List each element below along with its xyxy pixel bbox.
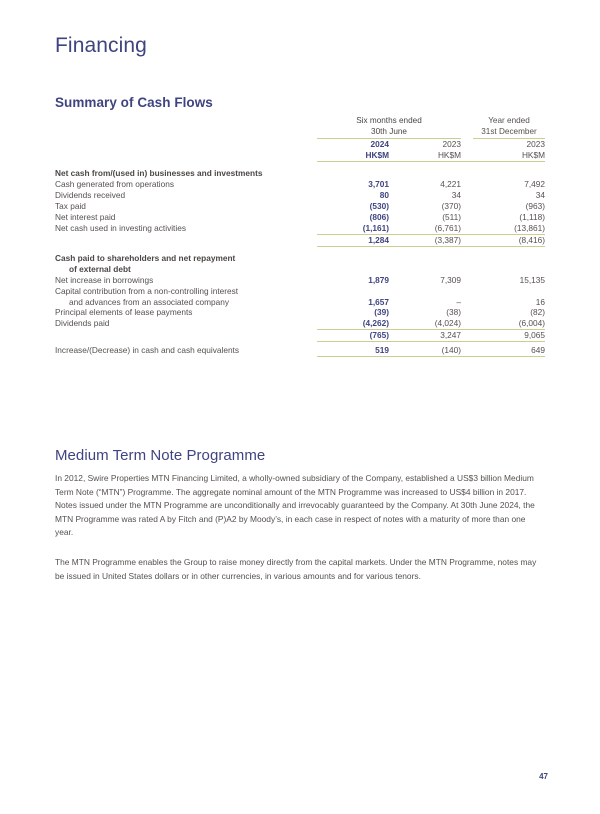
cell-2024: (765) <box>369 330 389 341</box>
cell-2024: (530) <box>369 201 389 211</box>
row-label: Principal elements of lease payments <box>55 307 193 318</box>
table-row <box>55 168 545 179</box>
table-row-grand-total <box>55 345 545 356</box>
row-label: Net interest paid <box>55 211 116 222</box>
cell-2023-half: (38) <box>446 307 461 318</box>
section-title-cash-flows: Summary of Cash Flows <box>55 95 213 110</box>
row-label: Dividends paid <box>55 318 110 329</box>
cell-2024: 1,284 <box>368 234 389 245</box>
row-label: Capital contribution from a non-controlling interest and advances from an associated company <box>55 285 239 307</box>
cell-2023-half: (511) <box>442 211 461 222</box>
header-group-year-ended: Year ended 31st December <box>481 116 537 136</box>
cell-2024: 1,879 <box>368 274 389 285</box>
header-col-2024: 2024 HK$M <box>365 138 389 160</box>
cell-2023-year: 649 <box>531 345 545 356</box>
table-row <box>55 318 545 329</box>
table-header-years-row <box>55 139 545 161</box>
header-group-six-months: Six months ended 30th June <box>356 116 422 136</box>
cash-flows-table <box>55 116 545 357</box>
grand-total-bottom-rule <box>317 356 545 357</box>
cell-2023-year: 7,492 <box>524 179 545 190</box>
page-title: Financing <box>55 34 147 57</box>
mtn-paragraph-2: The MTN Programme enables the Group to raise money directly from the capital markets. Under the MTN Programme, notes may be issued in United States dollars or in other currencies, in various amounts and for various tenors. <box>55 557 537 581</box>
cell-2023-half: (140) <box>441 345 461 356</box>
table-row <box>55 307 545 318</box>
page-number: 47 <box>539 772 548 781</box>
cell-2023-year: (8,416) <box>518 234 545 245</box>
cell-2023-half: 4,221 <box>440 179 461 190</box>
cell-2024: 3,701 <box>368 179 389 190</box>
cell-2023-half: (370) <box>441 201 461 211</box>
table-row <box>55 223 545 234</box>
cell-2023-half: (6,761) <box>434 222 461 233</box>
section-title-mtn: Medium Term Note Programme <box>55 447 266 464</box>
row-label: Cash generated from operations <box>55 179 174 190</box>
table-row <box>55 179 545 190</box>
cell-2023-half: 3,247 <box>440 330 461 341</box>
table-row-total <box>55 235 545 246</box>
section-2-total-label <box>55 330 317 341</box>
cell-2023-half: 7,309 <box>440 274 461 285</box>
cell-2023-half: (4,024) <box>434 318 461 329</box>
section-1-heading: Net cash from/(used in) businesses and investments <box>55 168 263 179</box>
cell-2023-year: 15,135 <box>519 274 545 285</box>
header-col-2023-half: 2023 HK$M <box>437 138 461 160</box>
cell-2024: 519 <box>375 345 389 356</box>
cell-2024: 1,657 <box>368 296 389 307</box>
table-row <box>55 201 545 212</box>
table-header-group-row <box>55 116 545 138</box>
cell-2023-year: (13,861) <box>514 222 545 233</box>
row-label: Tax paid <box>55 201 86 211</box>
table-row <box>55 212 545 223</box>
cell-2023-half: – <box>456 296 461 307</box>
grand-total-label: Increase/(Decrease) in cash and cash equivalents <box>55 345 240 356</box>
grand-total-bottom-rule-row <box>55 356 545 357</box>
cell-2024: (1,161) <box>362 222 389 233</box>
cell-2023-year: (1,118) <box>519 211 545 222</box>
section-2-heading: Cash paid to shareholders and net repayment of external debt <box>55 252 236 274</box>
row-label: Net increase in borrowings <box>55 274 154 285</box>
cell-2023-year: 9,065 <box>524 330 545 341</box>
cell-2023-year: (82) <box>530 307 545 318</box>
cell-2023-year: 34 <box>535 190 545 201</box>
mtn-paragraph-1: In 2012, Swire Properties MTN Financing Limited, a wholly-owned subsidiary of the Company, established a US$3 billion Medium Term Note (“MTN”) Programme. The aggregate nominal amount of the MTN Programme was increased to US$4 billion in 2017. Notes issued under the MTN Programme are unconditionally and irrevocably guaranteed by the Company. At 30th June 2024, the MTN Programme was rated A by Fitch and (P)A2 by Moody’s, in each case in respect of notes with a maturity of more than one year. <box>55 473 535 538</box>
table-row-total <box>55 330 545 341</box>
cell-2024: 80 <box>379 190 389 201</box>
table-row <box>55 275 545 286</box>
cell-2024: (4,262) <box>362 318 389 329</box>
section-1-total-label <box>55 235 317 246</box>
cell-2024: (806) <box>369 211 389 222</box>
cell-2024: (39) <box>374 307 389 318</box>
cell-2023-half: (3,387) <box>434 234 461 245</box>
cell-2023-year: (963) <box>525 201 545 211</box>
row-label: Dividends received <box>55 190 126 201</box>
cell-2023-half: 34 <box>451 190 461 201</box>
table-row <box>55 253 545 275</box>
row-label: Net cash used in investing activities <box>55 222 186 233</box>
cell-2023-year: (6,004) <box>518 318 545 329</box>
header-col-2023-year: 2023 HK$M <box>521 138 545 160</box>
cell-2023-year: 16 <box>535 296 545 307</box>
table-row <box>55 190 545 201</box>
table-row <box>55 286 545 308</box>
